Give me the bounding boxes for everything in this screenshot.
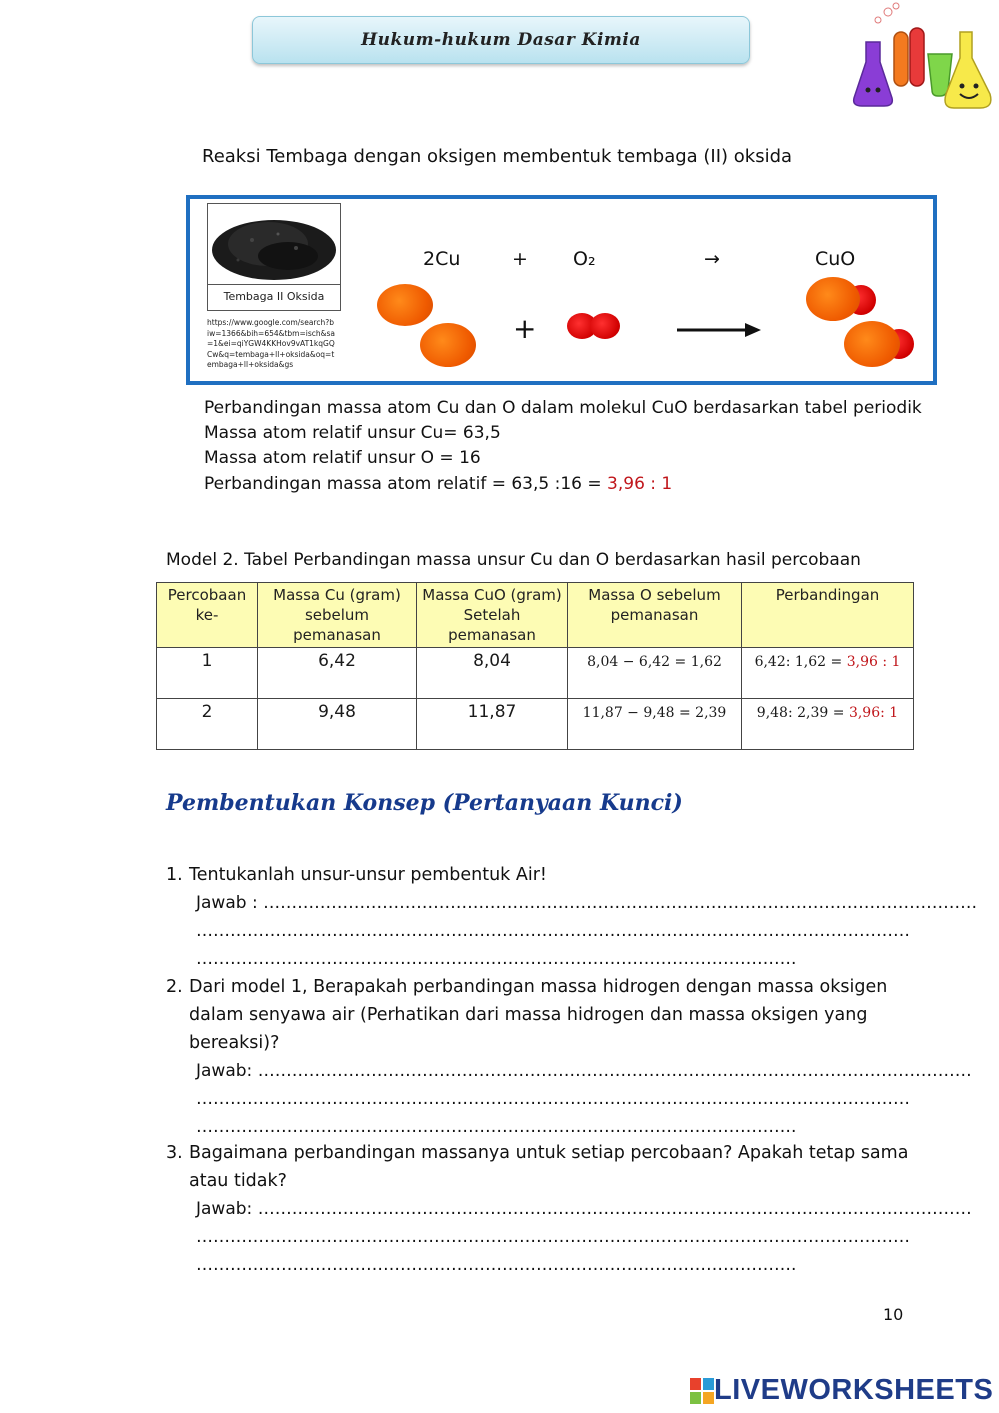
equation-arrow: →: [704, 248, 720, 270]
model-plus: +: [513, 312, 537, 345]
th-percobaan: Percobaan ke-: [157, 583, 258, 648]
cell-o: 11,87 − 9,48 = 2,39: [568, 699, 742, 750]
question-2-number: 2.: [166, 977, 183, 997]
reaction-arrow-icon: [675, 320, 765, 340]
page-number: 10: [883, 1305, 904, 1324]
th-perbandingan: Perbandingan: [742, 583, 914, 648]
calc-line-3: Massa atom relatif unsur O = 16: [204, 448, 481, 468]
table-header-row: [157, 583, 914, 648]
image-source-url: https://www.google.com/search?biw=1366&bih=654&tbm=isch&sa=1&ei=qiYGW4KKHov9vAT1kqGQCw&q=tembaga+ll+oksida&oq=tembaga+ll+oksida&gs: [207, 318, 335, 369]
answer-dots: ………………………………………………………………………………………………………………: [257, 1199, 972, 1219]
th-massa-o: Massa O sebelum pemanasan: [568, 583, 742, 648]
product-cuo: CuO: [815, 248, 856, 270]
th-massa-cu: Massa Cu (gram) sebelum pemanasan: [258, 583, 417, 648]
cu-atom-1: [377, 284, 433, 326]
cell-cu: 6,42: [258, 648, 417, 699]
ratio-result: 3,96: 1: [848, 705, 899, 721]
answer-1-line-3[interactable]: …………………………………………………………………………………………….: [196, 949, 797, 969]
cell-o: 8,04 − 6,42 = 1,62: [568, 648, 742, 699]
table-row: [157, 648, 914, 699]
answer-dots: ………………………………………………………………………………………………………………: [257, 1061, 972, 1081]
equation-plus: +: [512, 248, 528, 270]
reaction-subtitle: Reaksi Tembaga dengan oksigen membentuk tembaga (II) oksida: [202, 146, 793, 167]
answer-label: Jawab :: [196, 893, 264, 913]
answer-2-line-1[interactable]: [196, 1057, 972, 1085]
answer-1-line-2[interactable]: ………………………………………………………………………………………………………………: [196, 921, 910, 941]
liveworksheets-grid-icon: [690, 1378, 714, 1404]
ratio-result: 3,96 : 1: [846, 654, 901, 670]
question-3-line-1: Bagaimana perbandingan massanya untuk setiap percobaan? Apakah tetap sama: [189, 1143, 909, 1163]
table-row: [157, 699, 914, 750]
model-2-title: Model 2. Tabel Perbandingan massa unsur Cu dan O berdasarkan hasil percobaan: [166, 550, 861, 570]
concept-section-title: Pembentukan Konsep (Pertanyaan Kunci): [166, 790, 683, 816]
answer-dots: ………………………………………………………………………………………………………………: [263, 893, 978, 913]
ratio-prefix: 9,48: 2,39 =: [756, 705, 849, 721]
question-3-line-2: atau tidak?: [189, 1171, 287, 1191]
question-2-line-1: Dari model 1, Berapakah perbandingan massa hidrogen dengan massa oksigen: [189, 977, 888, 997]
copper-oxide-photo: [207, 203, 341, 285]
cuo-cu-atom-2: [844, 321, 900, 367]
answer-3-line-2[interactable]: ………………………………………………………………………………………………………………: [196, 1227, 910, 1247]
cell-cuo: 11,87: [417, 699, 568, 750]
cell-ratio: [742, 648, 914, 699]
question-2-line-2: dalam senyawa air (Perhatikan dari massa hidrogen dan massa oksigen yang: [189, 1005, 868, 1025]
calc-line-4: [204, 474, 672, 494]
ratio-prefix: 6,42: 1,62 =: [754, 654, 847, 670]
question-2-line-3: bereaksi)?: [189, 1033, 280, 1053]
calc-result: 3,96 : 1: [607, 474, 673, 494]
question-3-number: 3.: [166, 1143, 183, 1163]
cell-ratio: [742, 699, 914, 750]
o-atom-2: [590, 313, 620, 339]
calc-line-2: Massa atom relatif unsur Cu= 63,5: [204, 423, 501, 443]
answer-label: Jawab:: [196, 1199, 258, 1219]
lab-flasks-icon: [848, 2, 994, 114]
reactant-cu: 2Cu: [423, 248, 461, 270]
answer-2-line-2[interactable]: ………………………………………………………………………………………………………………: [196, 1089, 910, 1109]
liveworksheets-logo[interactable]: [690, 1374, 993, 1407]
cuo-cu-atom-1: [806, 277, 860, 321]
page-header-title: Hukum-hukum Dasar Kimia: [252, 16, 750, 64]
answer-1-line-1[interactable]: [196, 889, 978, 917]
calc-line-4-prefix: Perbandingan massa atom relatif = 63,5 :16 =: [204, 474, 608, 494]
cell-no: 2: [157, 699, 258, 750]
model-2-table: [156, 582, 914, 750]
liveworksheets-text: LIVEWORKSHEETS: [714, 1374, 994, 1406]
reactant-o2: O₂: [573, 248, 596, 270]
cell-no: 1: [157, 648, 258, 699]
question-1-text: Tentukanlah unsur-unsur pembentuk Air!: [189, 865, 547, 885]
cu-atom-2: [420, 323, 476, 367]
calc-line-1: Perbandingan massa atom Cu dan O dalam molekul CuO berdasarkan tabel periodik: [204, 398, 922, 418]
question-1-number: 1.: [166, 865, 183, 885]
answer-3-line-1[interactable]: [196, 1195, 972, 1223]
th-massa-cuo: Massa CuO (gram) Setelah pemanasan: [417, 583, 568, 648]
photo-caption: Tembaga II Oksida: [207, 283, 341, 311]
cell-cu: 9,48: [258, 699, 417, 750]
answer-3-line-3[interactable]: …………………………………………………………………………………………….: [196, 1255, 797, 1275]
answer-2-line-3[interactable]: …………………………………………………………………………………………….: [196, 1117, 797, 1137]
cell-cuo: 8,04: [417, 648, 568, 699]
answer-label: Jawab:: [196, 1061, 258, 1081]
